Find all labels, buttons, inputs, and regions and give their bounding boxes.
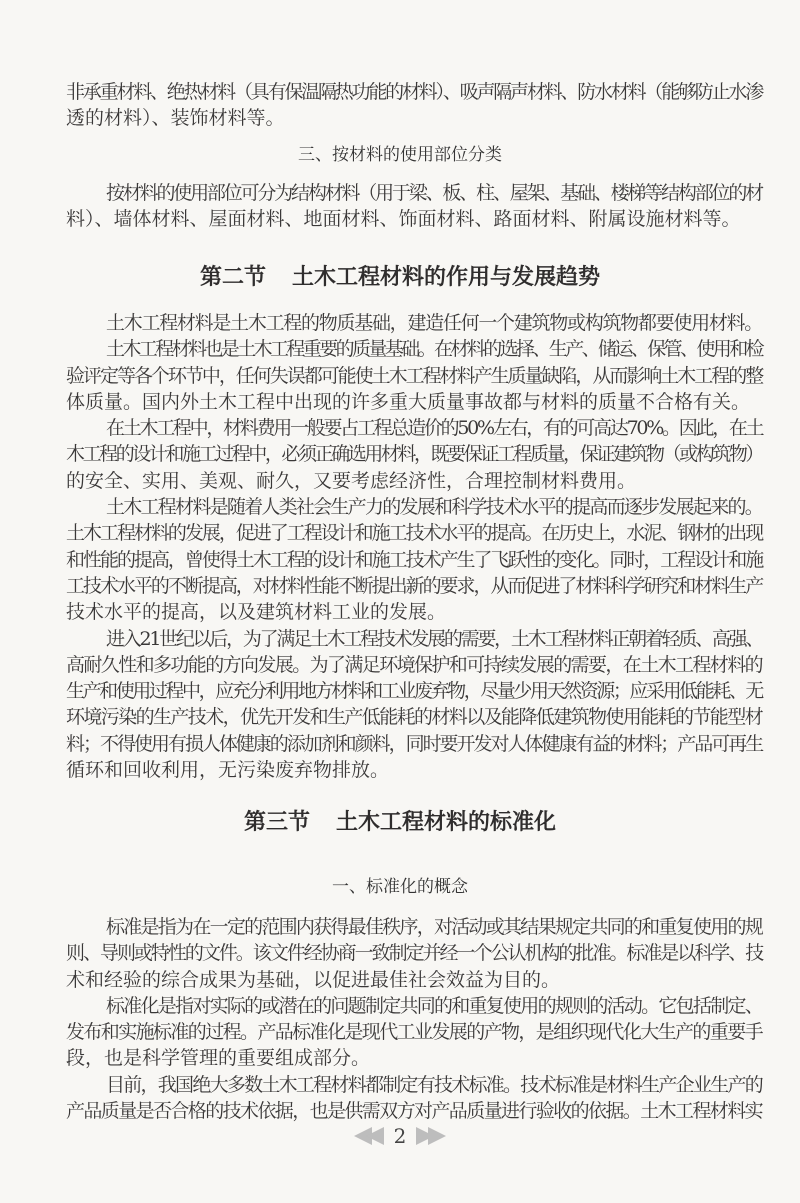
text-line: 料；不得使用有损人体健康的添加剂和颜料，同时要开发对人体健康有益的材料；产品可再生 bbox=[66, 732, 763, 755]
text-line: 进入21世纪以后，为了满足土木工程技术发展的需要，土木工程材料正朝着轻质、高强、 bbox=[106, 627, 763, 650]
text-line: 术和经验的综合成果为基础，以促进最佳社会效益为目的。 bbox=[66, 968, 561, 991]
text-line: 在土木工程中，材料费用一般要占工程总造价的50%左右，有的可高达70%。因此，在土 bbox=[106, 417, 763, 440]
paragraph bbox=[66, 180, 762, 233]
text-line: 产品质量是否合格的技术依据，也是供需双方对产品质量进行验收的依据。土木工程材料实 bbox=[66, 1100, 763, 1123]
text-line: 土木工程材料也是土木工程重要的质量基础。在材料的选择、生产、储运、保管、使用和检 bbox=[106, 338, 763, 361]
text-line: 环境污染的生产技术，优先开发和生产低能耗的材料以及能降低建筑物使用能耗的节能型材 bbox=[66, 706, 763, 729]
text-line: 目前，我国绝大多数土木工程材料都制定有技术标准。技术标准是材料生产企业生产的 bbox=[106, 1073, 762, 1096]
text-line: 循环和回收利用，无污染废弃物排放。 bbox=[66, 759, 390, 782]
left-double-arrow-icon bbox=[360, 1127, 384, 1145]
paragraph bbox=[66, 494, 762, 625]
paragraph bbox=[66, 415, 762, 494]
paragraph bbox=[66, 1072, 762, 1125]
text-block-b bbox=[66, 180, 762, 233]
section-number: 第三节 bbox=[243, 809, 310, 835]
right-double-arrow-icon bbox=[416, 1127, 440, 1145]
paragraph bbox=[66, 914, 762, 993]
paragraph bbox=[66, 336, 762, 415]
text-line: 和性能的提高，曾使得土木工程的设计和施工技术产生了飞跃性的变化。同时，工程设计和施 bbox=[66, 548, 763, 571]
subheading-usage-classification: 三、按材料的使用部位分类 bbox=[298, 145, 502, 165]
text-line: 按材料的使用部位可分为结构材料（用于梁、板、柱、屋架、基础、楼梯等结构部位的材 bbox=[106, 182, 762, 204]
text-block-c bbox=[66, 310, 762, 783]
paragraph bbox=[66, 993, 762, 1072]
text-line: 土木工程材料是土木工程的物质基础，建造任何一个建筑物或构筑物都要使用材料。 bbox=[106, 312, 763, 334]
section-heading-2 bbox=[0, 262, 800, 292]
paragraph bbox=[66, 79, 762, 132]
section-title: 土木工程材料的作用与发展趋势 bbox=[292, 264, 601, 290]
text-line: 木工程的设计和施工过程中，必须正确选用材料，既要保证工程质量，保证建筑物（或构筑物） bbox=[66, 443, 762, 466]
text-line: 非承重材料、绝热材料（具有保温隔热功能的材料）、吸声隔声材料、防水材料（能够防止水渗 bbox=[66, 81, 762, 103]
text-line: 段，也是科学管理的重要组成部分。 bbox=[66, 1047, 371, 1070]
text-line: 工技术水平的不断提高，对材料性能不断提出新的要求，从而促进了材料科学研究和材料生产 bbox=[66, 574, 763, 597]
text-line: 验评定等各个环节中，任何失误都可能使土木工程材料产生质量缺陷，从而影响土木工程的整 bbox=[66, 364, 763, 387]
page-footer bbox=[0, 1124, 800, 1148]
text-block-a bbox=[66, 79, 762, 132]
text-line: 标准化是指对实际的或潜在的问题制定共同的和重复使用的规则的活动。它包括制定、 bbox=[106, 994, 762, 1017]
text-line: 发布和实施标准的过程。产品标准化是现代工业发展的产物，是组织现代化大生产的重要手 bbox=[66, 1021, 763, 1044]
text-line: 的安全、实用、美观、耐久，又要考虑经济性，合理控制材料费用。 bbox=[66, 469, 637, 492]
text-line: 高耐久性和多功能的方向发展。为了满足环境保护和可持续发展的需要，在土木工程材料的 bbox=[66, 653, 763, 676]
paragraph bbox=[66, 626, 762, 784]
text-line: 土木工程材料的发展，促进了工程设计和施工技术水平的提高。在历史上，水泥、钢材的出现 bbox=[66, 522, 763, 545]
text-line: 技术水平的提高，以及建筑材料工业的发展。 bbox=[66, 601, 447, 624]
text-line: 料）、墙体材料、屋面材料、地面材料、饰面材料、路面材料、附属设施材料等。 bbox=[66, 208, 741, 231]
text-line: 体质量。国内外土木工程中出现的许多重大质量事故都与材料的质量不合格有关。 bbox=[66, 390, 751, 413]
section-number: 第二节 bbox=[199, 264, 266, 290]
paragraph bbox=[66, 310, 762, 336]
text-line: 土木工程材料是随着人类社会生产力的发展和科学技术水平的提高而逐步发展起来的。 bbox=[106, 496, 762, 519]
page-number: 2 bbox=[393, 1124, 407, 1148]
text-line: 生产和使用过程中，应充分利用地方材料和工业废弃物，尽量少用天然资源；应采用低能耗、无 bbox=[66, 680, 762, 703]
subheading-standardization-concept: 一、标准化的概念 bbox=[332, 877, 468, 897]
text-line: 则、导则或特性的文件。该文件经协商一致制定并经一个公认机构的批准。标准是以科学、技 bbox=[66, 942, 763, 965]
text-line: 透的材料）、装饰材料等。 bbox=[66, 107, 285, 130]
section-title: 土木工程材料的标准化 bbox=[336, 809, 557, 835]
section-heading-3 bbox=[0, 807, 800, 837]
text-block-d bbox=[66, 914, 762, 1124]
text-line: 标准是指为在一定的范围内获得最佳秩序，对活动或其结果规定共同的和重复使用的规 bbox=[106, 916, 762, 938]
